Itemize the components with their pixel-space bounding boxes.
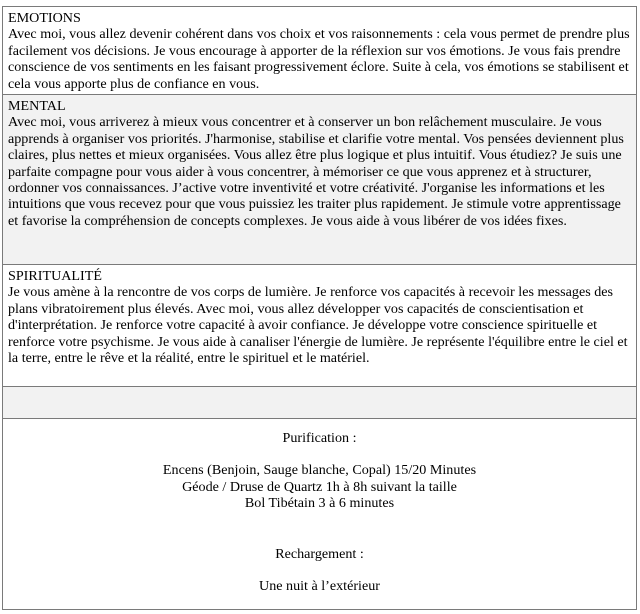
section-body-spirituality: Je vous amène à la rencontre de vos corps de lumière. Je renforce vos capacités à recevoir les messages des plans vibratoirement plus élevés. Avec moi, vous allez développer vos capacités de conscientisation et d'interprétation. Je renforce votre capacité à avoir confiance. Je développe votre conscience spirituelle et renforce votre psychisme. Je vous aide à canaliser l'énergie de lumière. Je représente l'équilibre entre le ciel et la terre, entre le rêve et la réalité, entre le spirituel et le matériel.: [8, 284, 628, 367]
purification-line: Géode / Druse de Quartz 1h à 8h suivant la taille: [182, 478, 457, 495]
purification-title: Purification :: [282, 430, 357, 446]
section-body-emotions: Avec moi, vous allez devenir cohérent dans vos choix et vos raisonnements : cela vous permet de prendre plus facilement vos décisions. Je vous encourage à apporter de la réflexion sur vos émotions. Je vous fais prendre conscience de vos sentiments en les faisant progressivement éclore. Suite à cela, vos émotions se stabilisent et cela vous apporte plus de confiance en vous.: [8, 26, 630, 92]
recharge-line: Une nuit à l’extérieur: [259, 578, 380, 595]
empty-row: [2, 386, 637, 418]
section-title-spirituality: SPIRITUALITÉ: [8, 268, 102, 284]
spacer: [8, 446, 631, 462]
spacer: [8, 562, 631, 578]
emotions-section: [2, 6, 637, 94]
purification-line: Bol Tibétain 3 à 6 minutes: [244, 495, 395, 512]
section-title-emotions: EMOTIONS: [8, 10, 81, 26]
purification-line: Encens (Benjoin, Sauge blanche, Copal) 15/20 Minutes: [162, 462, 477, 479]
spacer: [8, 512, 631, 546]
spirituality-section: [2, 264, 637, 386]
mental-section: [2, 94, 637, 264]
section-title-mental: MENTAL: [8, 98, 66, 114]
section-body-mental: Avec moi, vous arriverez à mieux vous concentrer et à conserver un bon relâchement musculaire. Je vous apprends à organiser vos priorités. J'harmonise, stabilise et clarifie votre mental. Vos pensées deviennent plus claires, plus nettes et mieux organisées. Vous allez être plus logique et plus intuitif. Vous étudiez? Je suis une parfaite compagne pour vous aider à vous concentrer, à mémoriser ce que vous apprenez et à structurer, ordonner vos connaissances. J’active votre inventivité et votre créativité. J'organise les informations et les intuitions que vous recevez pour que vous puissiez les traiter plus rapidement. Je stimule votre apprentissage et favorise la compréhension de concepts complexes. Je vous aide à vous libérer de vos idées fixes.: [8, 114, 624, 229]
care-section: [2, 418, 637, 610]
recharge-title: Rechargement :: [275, 545, 364, 562]
